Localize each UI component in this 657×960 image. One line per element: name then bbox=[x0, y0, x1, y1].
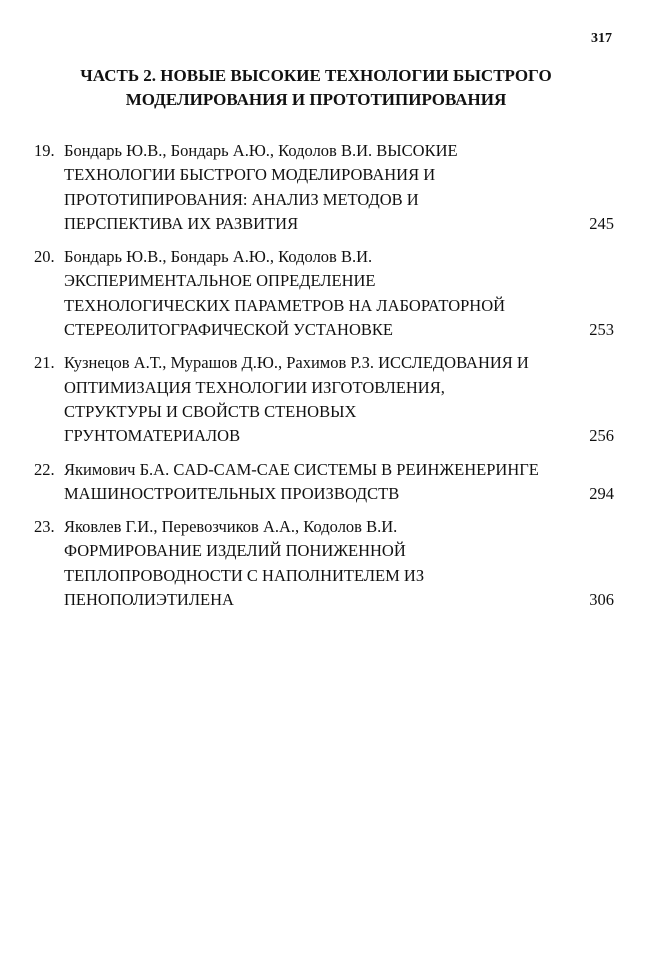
entry-line: ТЕХНОЛОГИИ БЫСТРОГО МОДЕЛИРОВАНИЯ И bbox=[64, 165, 436, 185]
entry-line: ПРОТОТИПИРОВАНИЯ: АНАЛИЗ МЕТОДОВ И bbox=[64, 189, 419, 209]
entry-line: Якимович Б.А. CAD-CAM-CAE СИСТЕМЫ В РЕИНЖЕНЕРИНГЕ bbox=[64, 459, 539, 479]
entry-number: 22. bbox=[34, 459, 55, 479]
entry-line: ГРУНТОМАТЕРИАЛОВ bbox=[64, 426, 241, 446]
section-title-line: МОДЕЛИРОВАНИЯ И ПРОТОТИПИРОВАНИЯ bbox=[125, 90, 507, 109]
toc-entry-23 bbox=[34, 515, 624, 612]
entry-text bbox=[64, 458, 594, 507]
entry-line: МАШИНОСТРОИТЕЛЬНЫХ ПРОИЗВОДСТВ bbox=[64, 483, 400, 503]
section-title bbox=[40, 64, 592, 112]
entry-number: 20. bbox=[34, 247, 55, 267]
entry-line: Бондарь Ю.В., Бондарь А.Ю., Кодолов В.И. ВЫСОКИЕ bbox=[64, 141, 458, 160]
toc-entry-20 bbox=[34, 245, 624, 342]
entry-text bbox=[64, 139, 594, 236]
entry-text bbox=[64, 351, 594, 448]
section-title-line: ЧАСТЬ 2. НОВЫЕ ВЫСОКИЕ ТЕХНОЛОГИИ БЫСТРОГО bbox=[80, 66, 552, 85]
entry-line: ТЕХНОЛОГИЧЕСКИХ ПАРАМЕТРОВ НА ЛАБОРАТОРНОЙ bbox=[64, 295, 506, 315]
entry-text bbox=[64, 245, 594, 342]
entry-number: 19. bbox=[34, 141, 55, 160]
entry-page-number: 245 bbox=[589, 213, 614, 233]
entry-line: ФОРМИРОВАНИЕ ИЗДЕЛИЙ ПОНИЖЕННОЙ bbox=[64, 541, 406, 561]
entry-text bbox=[64, 515, 594, 612]
entry-line: Кузнецов А.Т., Мурашов Д.Ю., Рахимов Р.З. ИССЛЕДОВАНИЯ И bbox=[64, 353, 529, 373]
entry-line: Яковлев Г.И., Перевозчиков А.А., Кодолов В.И. bbox=[64, 517, 398, 537]
entry-line: ПЕНОПОЛИЭТИЛЕНА bbox=[64, 590, 234, 610]
entry-line: ОПТИМИЗАЦИЯ ТЕХНОЛОГИИ ИЗГОТОВЛЕНИЯ, bbox=[64, 377, 445, 397]
entry-number: 23. bbox=[34, 517, 55, 537]
entry-line: СТЕРЕОЛИТОГРАФИЧЕСКОЙ УСТАНОВКЕ bbox=[64, 320, 393, 340]
toc-entry-19 bbox=[34, 139, 624, 236]
toc-entry-21 bbox=[34, 351, 624, 448]
entry-page-number: 256 bbox=[589, 426, 614, 446]
entry-page-number: 306 bbox=[589, 590, 614, 610]
entry-page-number: 294 bbox=[589, 483, 614, 503]
entry-line: ТЕПЛОПРОВОДНОСТИ С НАПОЛНИТЕЛЕМ ИЗ bbox=[64, 565, 425, 585]
entry-number: 21. bbox=[34, 353, 55, 373]
entry-line: ЭКСПЕРИМЕНТАЛЬНОЕ ОПРЕДЕЛЕНИЕ bbox=[64, 271, 376, 291]
entry-page-number: 253 bbox=[589, 320, 614, 340]
toc-entry-22 bbox=[34, 458, 624, 507]
entry-line: ПЕРСПЕКТИВА ИХ РАЗВИТИЯ bbox=[64, 213, 299, 233]
entry-line: Бондарь Ю.В., Бондарь А.Ю., Кодолов В.И. bbox=[64, 247, 373, 267]
page-number: 317 bbox=[591, 31, 612, 46]
entry-line: СТРУКТУРЫ И СВОЙСТВ СТЕНОВЫХ bbox=[64, 401, 357, 421]
table-of-contents bbox=[34, 139, 624, 621]
